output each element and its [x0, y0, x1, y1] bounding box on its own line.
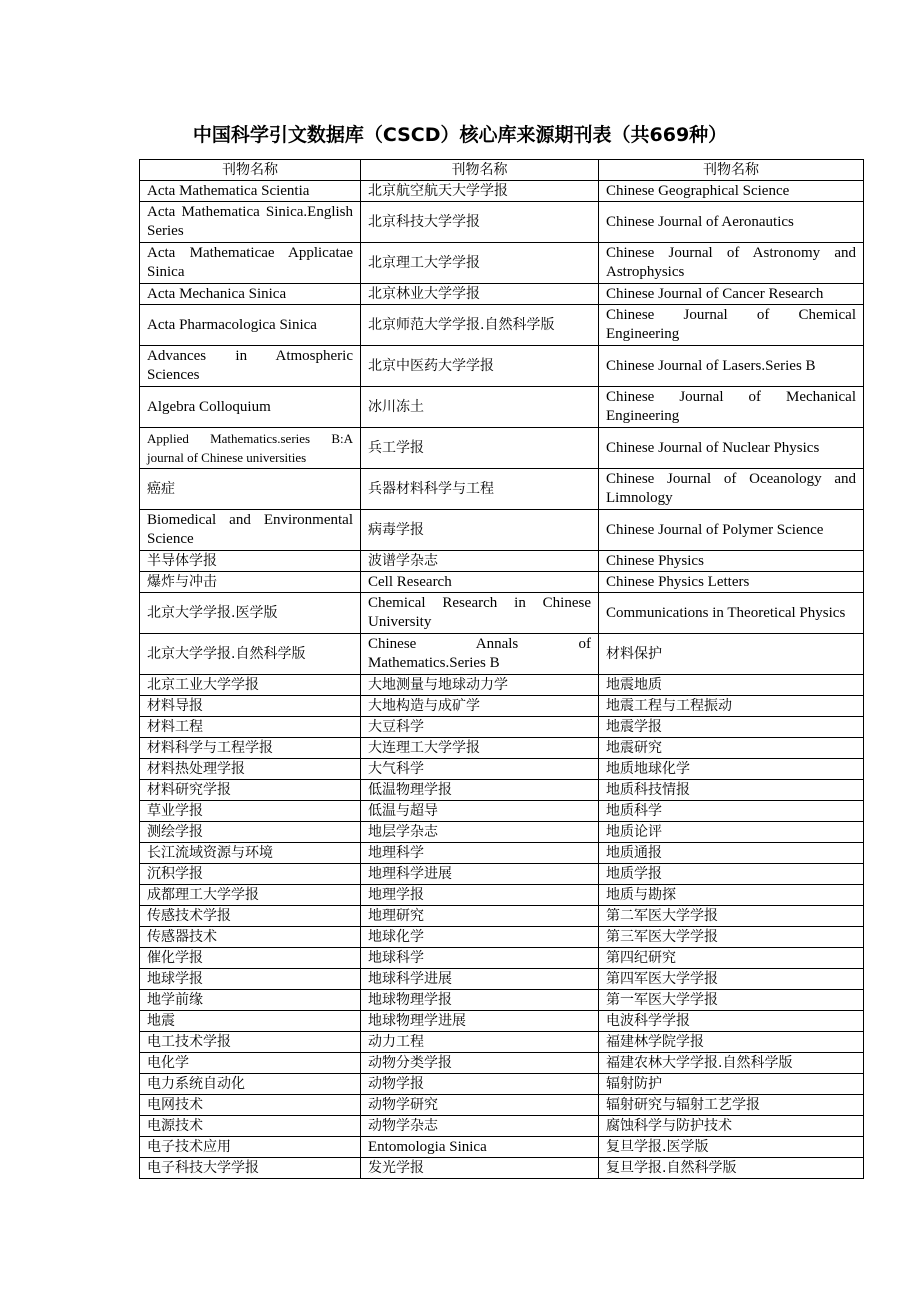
- journal-name-cell: Acta Mathematicae Applicatae Sinica: [140, 243, 361, 284]
- journal-name-cell: 兵工学报: [361, 428, 599, 469]
- journal-name-cell: 催化学报: [140, 948, 361, 969]
- journal-name-cell: 地球化学: [361, 927, 599, 948]
- journal-name-cell: Algebra Colloquium: [140, 387, 361, 428]
- journal-name-cell: Chinese Journal of Mechanical Engineering: [599, 387, 864, 428]
- table-row: [140, 1158, 864, 1179]
- table-row: [140, 801, 864, 822]
- journal-name-cell: 地球物理学进展: [361, 1011, 599, 1032]
- journal-name-cell: Chinese Geographical Science: [599, 181, 864, 202]
- journal-name-cell: 波谱学杂志: [361, 551, 599, 572]
- journal-name-cell: 地学前缘: [140, 990, 361, 1011]
- journal-name-cell: 北京航空航天大学学报: [361, 181, 599, 202]
- journal-name-cell: 沉积学报: [140, 864, 361, 885]
- journal-name-cell: 北京工业大学学报: [140, 675, 361, 696]
- journal-name-cell: 第二军医大学学报: [599, 906, 864, 927]
- journal-name-cell: 病毒学报: [361, 510, 599, 551]
- journal-name-cell: 地球科学进展: [361, 969, 599, 990]
- table-row: [140, 969, 864, 990]
- journal-name-cell: 传感技术学报: [140, 906, 361, 927]
- journal-name-cell: 爆炸与冲击: [140, 572, 361, 593]
- journal-name-cell: 地理学报: [361, 885, 599, 906]
- journal-name-cell: 地质与勘探: [599, 885, 864, 906]
- journal-name-cell: 地质科技情报: [599, 780, 864, 801]
- table-header-row: [140, 160, 864, 181]
- journal-name-cell: 大地测量与地球动力学: [361, 675, 599, 696]
- journal-name-cell: Chinese Annals of Mathematics.Series B: [361, 634, 599, 675]
- journal-name-cell: 动力工程: [361, 1032, 599, 1053]
- journal-name-cell: 复旦学报.自然科学版: [599, 1158, 864, 1179]
- journal-name-cell: 地震地质: [599, 675, 864, 696]
- table-row: [140, 906, 864, 927]
- journal-name-cell: 材料工程: [140, 717, 361, 738]
- table-row: [140, 202, 864, 243]
- journal-name-cell: 动物学研究: [361, 1095, 599, 1116]
- journal-name-cell: 大气科学: [361, 759, 599, 780]
- journal-name-cell: 动物学杂志: [361, 1116, 599, 1137]
- table-row: [140, 634, 864, 675]
- table-row: [140, 181, 864, 202]
- table-row: [140, 696, 864, 717]
- journal-name-cell: 第三军医大学学报: [599, 927, 864, 948]
- table-row: [140, 510, 864, 551]
- journal-name-cell: 地震学报: [599, 717, 864, 738]
- table-row: [140, 822, 864, 843]
- journal-name-cell: 地球科学: [361, 948, 599, 969]
- journal-table: [139, 159, 864, 1179]
- journal-name-cell: 第四军医大学学报: [599, 969, 864, 990]
- table-row: [140, 593, 864, 634]
- journal-name-cell: 复旦学报.医学版: [599, 1137, 864, 1158]
- journal-name-cell: 地理科学: [361, 843, 599, 864]
- journal-name-cell: Chinese Journal of Lasers.Series B: [599, 346, 864, 387]
- journal-name-cell: 地理科学进展: [361, 864, 599, 885]
- journal-name-cell: 地震: [140, 1011, 361, 1032]
- journal-name-cell: 材料研究学报: [140, 780, 361, 801]
- table-row: [140, 717, 864, 738]
- journal-name-cell: Acta Mathematica Sinica.English Series: [140, 202, 361, 243]
- journal-name-cell: Chinese Journal of Nuclear Physics: [599, 428, 864, 469]
- journal-name-cell: 电力系统自动化: [140, 1074, 361, 1095]
- journal-name-cell: 电子科技大学学报: [140, 1158, 361, 1179]
- table-row: [140, 572, 864, 593]
- table-row: [140, 843, 864, 864]
- journal-name-cell: 地质地球化学: [599, 759, 864, 780]
- journal-name-cell: Acta Mathematica Scientia: [140, 181, 361, 202]
- journal-name-cell: 电子技术应用: [140, 1137, 361, 1158]
- journal-name-cell: Chinese Journal of Chemical Engineering: [599, 305, 864, 346]
- journal-name-cell: 地球物理学报: [361, 990, 599, 1011]
- table-row: [140, 387, 864, 428]
- journal-name-cell: 第一军医大学学报: [599, 990, 864, 1011]
- journal-name-cell: Biomedical and Environmental Science: [140, 510, 361, 551]
- table-row: [140, 305, 864, 346]
- journal-name-cell: 地质论评: [599, 822, 864, 843]
- journal-name-cell: Applied Mathematics.series B:A journal of Chinese universities: [140, 428, 361, 469]
- journal-name-cell: 地球学报: [140, 969, 361, 990]
- journal-name-cell: 兵器材料科学与工程: [361, 469, 599, 510]
- table-row: [140, 885, 864, 906]
- table-row: [140, 428, 864, 469]
- journal-name-cell: 电源技术: [140, 1116, 361, 1137]
- table-row: [140, 675, 864, 696]
- journal-name-cell: 地质学报: [599, 864, 864, 885]
- journal-name-cell: 福建农林大学学报.自然科学版: [599, 1053, 864, 1074]
- journal-name-cell: 地震研究: [599, 738, 864, 759]
- journal-name-cell: 材料保护: [599, 634, 864, 675]
- journal-name-cell: 电网技术: [140, 1095, 361, 1116]
- journal-name-cell: 地质通报: [599, 843, 864, 864]
- table-row: [140, 780, 864, 801]
- journal-name-cell: 癌症: [140, 469, 361, 510]
- journal-name-cell: 电化学: [140, 1053, 361, 1074]
- journal-name-cell: Chinese Physics: [599, 551, 864, 572]
- journal-name-cell: 北京大学学报.自然科学版: [140, 634, 361, 675]
- journal-name-cell: Chinese Journal of Polymer Science: [599, 510, 864, 551]
- journal-name-cell: 成都理工大学学报: [140, 885, 361, 906]
- table-row: [140, 864, 864, 885]
- journal-name-cell: 电波科学学报: [599, 1011, 864, 1032]
- journal-name-cell: Acta Pharmacologica Sinica: [140, 305, 361, 346]
- table-row: [140, 284, 864, 305]
- journal-name-cell: 北京理工大学学报: [361, 243, 599, 284]
- table-row: [140, 948, 864, 969]
- journal-name-cell: 北京科技大学学报: [361, 202, 599, 243]
- table-row: [140, 346, 864, 387]
- journal-name-cell: 地层学杂志: [361, 822, 599, 843]
- journal-name-cell: Chinese Physics Letters: [599, 572, 864, 593]
- journal-name-cell: 发光学报: [361, 1158, 599, 1179]
- table-row: [140, 1116, 864, 1137]
- journal-name-cell: 大豆科学: [361, 717, 599, 738]
- journal-name-cell: Chinese Journal of Cancer Research: [599, 284, 864, 305]
- page-title: 中国科学引文数据库（CSCD）核心库来源期刊表（共669种）: [192, 124, 728, 146]
- journal-name-cell: 北京大学学报.医学版: [140, 593, 361, 634]
- journal-name-cell: Chinese Journal of Astronomy and Astrophysics: [599, 243, 864, 284]
- journal-name-cell: 电工技术学报: [140, 1032, 361, 1053]
- journal-name-cell: Chemical Research in Chinese University: [361, 593, 599, 634]
- journal-name-cell: 辐射研究与辐射工艺学报: [599, 1095, 864, 1116]
- journal-name-cell: 辐射防护: [599, 1074, 864, 1095]
- table-row: [140, 738, 864, 759]
- table-row: [140, 990, 864, 1011]
- table-row: [140, 551, 864, 572]
- journal-name-cell: 低温物理学报: [361, 780, 599, 801]
- column-header: 刊物名称: [140, 160, 361, 181]
- table-row: [140, 1137, 864, 1158]
- journal-name-cell: 腐蚀科学与防护技术: [599, 1116, 864, 1137]
- table-row: [140, 1074, 864, 1095]
- journal-name-cell: 材料科学与工程学报: [140, 738, 361, 759]
- journal-name-cell: 低温与超导: [361, 801, 599, 822]
- journal-name-cell: 测绘学报: [140, 822, 361, 843]
- journal-name-cell: 草业学报: [140, 801, 361, 822]
- journal-name-cell: 长江流域资源与环境: [140, 843, 361, 864]
- journal-name-cell: 北京中医药大学学报: [361, 346, 599, 387]
- journal-name-cell: 材料热处理学报: [140, 759, 361, 780]
- journal-name-cell: 大地构造与成矿学: [361, 696, 599, 717]
- journal-name-cell: 动物学报: [361, 1074, 599, 1095]
- journal-name-cell: Chinese Journal of Oceanology and Limnology: [599, 469, 864, 510]
- table-row: [140, 469, 864, 510]
- table-row: [140, 1053, 864, 1074]
- journal-name-cell: 北京师范大学学报.自然科学版: [361, 305, 599, 346]
- journal-name-cell: Cell Research: [361, 572, 599, 593]
- journal-name-cell: 传感器技术: [140, 927, 361, 948]
- journal-name-cell: 半导体学报: [140, 551, 361, 572]
- journal-name-cell: Acta Mechanica Sinica: [140, 284, 361, 305]
- journal-name-cell: 地质科学: [599, 801, 864, 822]
- journal-name-cell: Advances in Atmospheric Sciences: [140, 346, 361, 387]
- table-row: [140, 927, 864, 948]
- table-row: [140, 759, 864, 780]
- table-row: [140, 1032, 864, 1053]
- journal-name-cell: 动物分类学报: [361, 1053, 599, 1074]
- table-row: [140, 1095, 864, 1116]
- journal-name-cell: Entomologia Sinica: [361, 1137, 599, 1158]
- table-row: [140, 243, 864, 284]
- journal-name-cell: Communications in Theoretical Physics: [599, 593, 864, 634]
- column-header: 刊物名称: [361, 160, 599, 181]
- journal-name-cell: 北京林业大学学报: [361, 284, 599, 305]
- journal-name-cell: 福建林学院学报: [599, 1032, 864, 1053]
- journal-name-cell: 大连理工大学学报: [361, 738, 599, 759]
- journal-name-cell: Chinese Journal of Aeronautics: [599, 202, 864, 243]
- journal-name-cell: 地理研究: [361, 906, 599, 927]
- table-row: [140, 1011, 864, 1032]
- journal-name-cell: 第四纪研究: [599, 948, 864, 969]
- journal-name-cell: 冰川冻土: [361, 387, 599, 428]
- journal-name-cell: 材料导报: [140, 696, 361, 717]
- column-header: 刊物名称: [599, 160, 864, 181]
- journal-name-cell: 地震工程与工程振动: [599, 696, 864, 717]
